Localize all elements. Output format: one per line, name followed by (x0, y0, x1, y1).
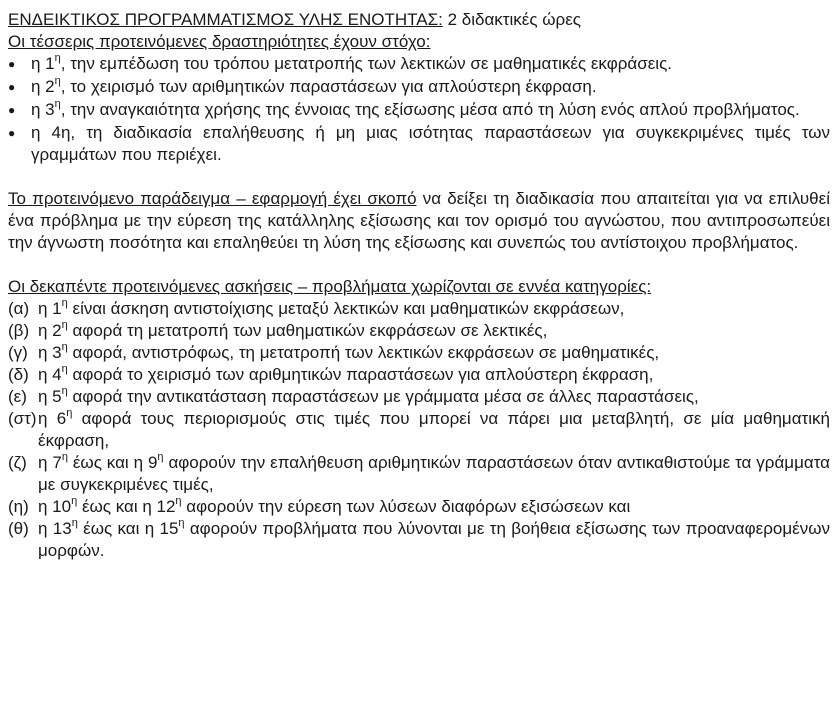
exercise-label: (ε) (8, 387, 27, 406)
exercise-item: (β) η $2^\eta$ αφορά τη μετατροπή των μαθηματικών εκφράσεων σε λεκτικές, (8, 319, 548, 340)
exercise-item: (στ) η $6^\eta$ αφορά τους περιορισμούς στις τιμές που μπορεί να πάρει μια μεταβλητή, σε μία μαθηματική έκφραση, (8, 407, 830, 450)
example-text: να δείξει τη διαδικασία που απαιτείται για να επιλυθεί ένα πρόβλημα με την εύρεση της κατάλληλης εξίσωσης και τον ορισμό του αγνώστου, που αντιπροσωπεύει την άγνωστη ποσότητα και επαληθεύει τη λύση της εξίσωσης και συνεπώς του αντίστοιχου προβλήματος. (8, 189, 830, 252)
exercises-heading: Οι δεκαπέντε προτεινόμενες ασκήσεις – προβλήματα χωρίζονται σε εννέα κατηγορίες: (8, 277, 652, 296)
activity-item: ● η 4η, τη διαδικασία επαλήθευσης ή μη μιας ισότητας παραστάσεων για συγκεκριμένες τιμές των γραμμάτων που περιέχει. (8, 122, 830, 166)
exercise-label: (β) (8, 321, 30, 340)
exercise-label: (θ) (8, 519, 29, 538)
activities-list (8, 53, 830, 166)
exercise-item: (θ) η $13^\eta$ έως και η $15^\eta$ αφορούν προβλήματα που λύνονται με τη βοήθεια εξίσωσης των προαναφερομένων μορφών. (8, 517, 830, 560)
bullet-icon (8, 76, 31, 99)
bullet-icon (8, 122, 31, 166)
document-page (8, 9, 830, 562)
teaching-hours: 2 διδακτικές ώρες (447, 10, 581, 29)
exercise-item: (ζ) η $7^\eta$ έως και η $9^\eta$ αφορούν την επαλήθευση αριθμητικών παραστάσεων όταν αντικαθιστούμε τα γράμματα με συγκεκριμένες τιμές, (8, 451, 831, 494)
example-paragraph (8, 188, 830, 254)
exercise-label: (ζ) (8, 453, 27, 472)
header-line (8, 9, 830, 31)
exercises-list (8, 298, 830, 562)
section-title: ΕΝΔΕΙΚΤΙΚΟΣ ΠΡΟΓΡΑΜΜΑΤΙΣΜΟΣ ΥΛΗΣ ΕΝΟΤΗΤΑΣ: (8, 10, 443, 29)
exercise-item: (α) η $1^\eta$ είναι άσκηση αντιστοίχισης μεταξύ λεκτικών και μαθηματικών εκφράσεων, (8, 297, 625, 318)
example-lead: Το προτεινόμενο παράδειγμα – εφαρμογή έχει σκοπό (8, 189, 417, 208)
exercise-label: (γ) (8, 343, 28, 362)
exercise-label: (δ) (8, 365, 29, 384)
activities-heading: Οι τέσσερις προτεινόμενες δραστηριότητες έχουν στόχο: (8, 32, 431, 51)
activity-item: ● η $2^\eta$, το χειρισμό των αριθμητικών παραστάσεων για απλούστερη έκφραση. (8, 76, 830, 99)
activity-item: ● η $3^\eta$, την αναγκαιότητα χρήσης της έννοιας της εξίσωσης μέσα από τη λύση ενός απλού προβλήματος. (8, 99, 830, 122)
exercise-item: (η) η $10^\eta$ έως και η $12^\eta$ αφορούν την εύρεση των λύσεων διαφόρων εξισώσεων και (8, 495, 631, 516)
exercise-label: (στ) (8, 409, 37, 428)
exercise-item: (δ) η $4^\eta$ αφορά το χειρισμό των αριθμητικών παραστάσεων για απλούστερη έκφραση, (8, 363, 654, 384)
activity-item: ● η $1^\eta$, την εμπέδωση του τρόπου μετατροπής των λεκτικών σε μαθηματικές εκφράσεις. (8, 53, 830, 76)
exercise-label: (η) (8, 497, 29, 516)
exercise-item: (γ) η $3^\eta$ αφορά, αντιστρόφως, τη μετατροπή των λεκτικών εκφράσεων σε μαθηματικές, (8, 341, 660, 362)
exercise-item: (ε) η $5^\eta$ αφορά την αντικατάσταση παραστάσεων με γράμματα μέσα σε άλλες παραστάσεις, (8, 385, 699, 406)
exercise-label: (α) (8, 299, 30, 318)
bullet-icon (8, 99, 31, 122)
bullet-icon (8, 53, 31, 76)
